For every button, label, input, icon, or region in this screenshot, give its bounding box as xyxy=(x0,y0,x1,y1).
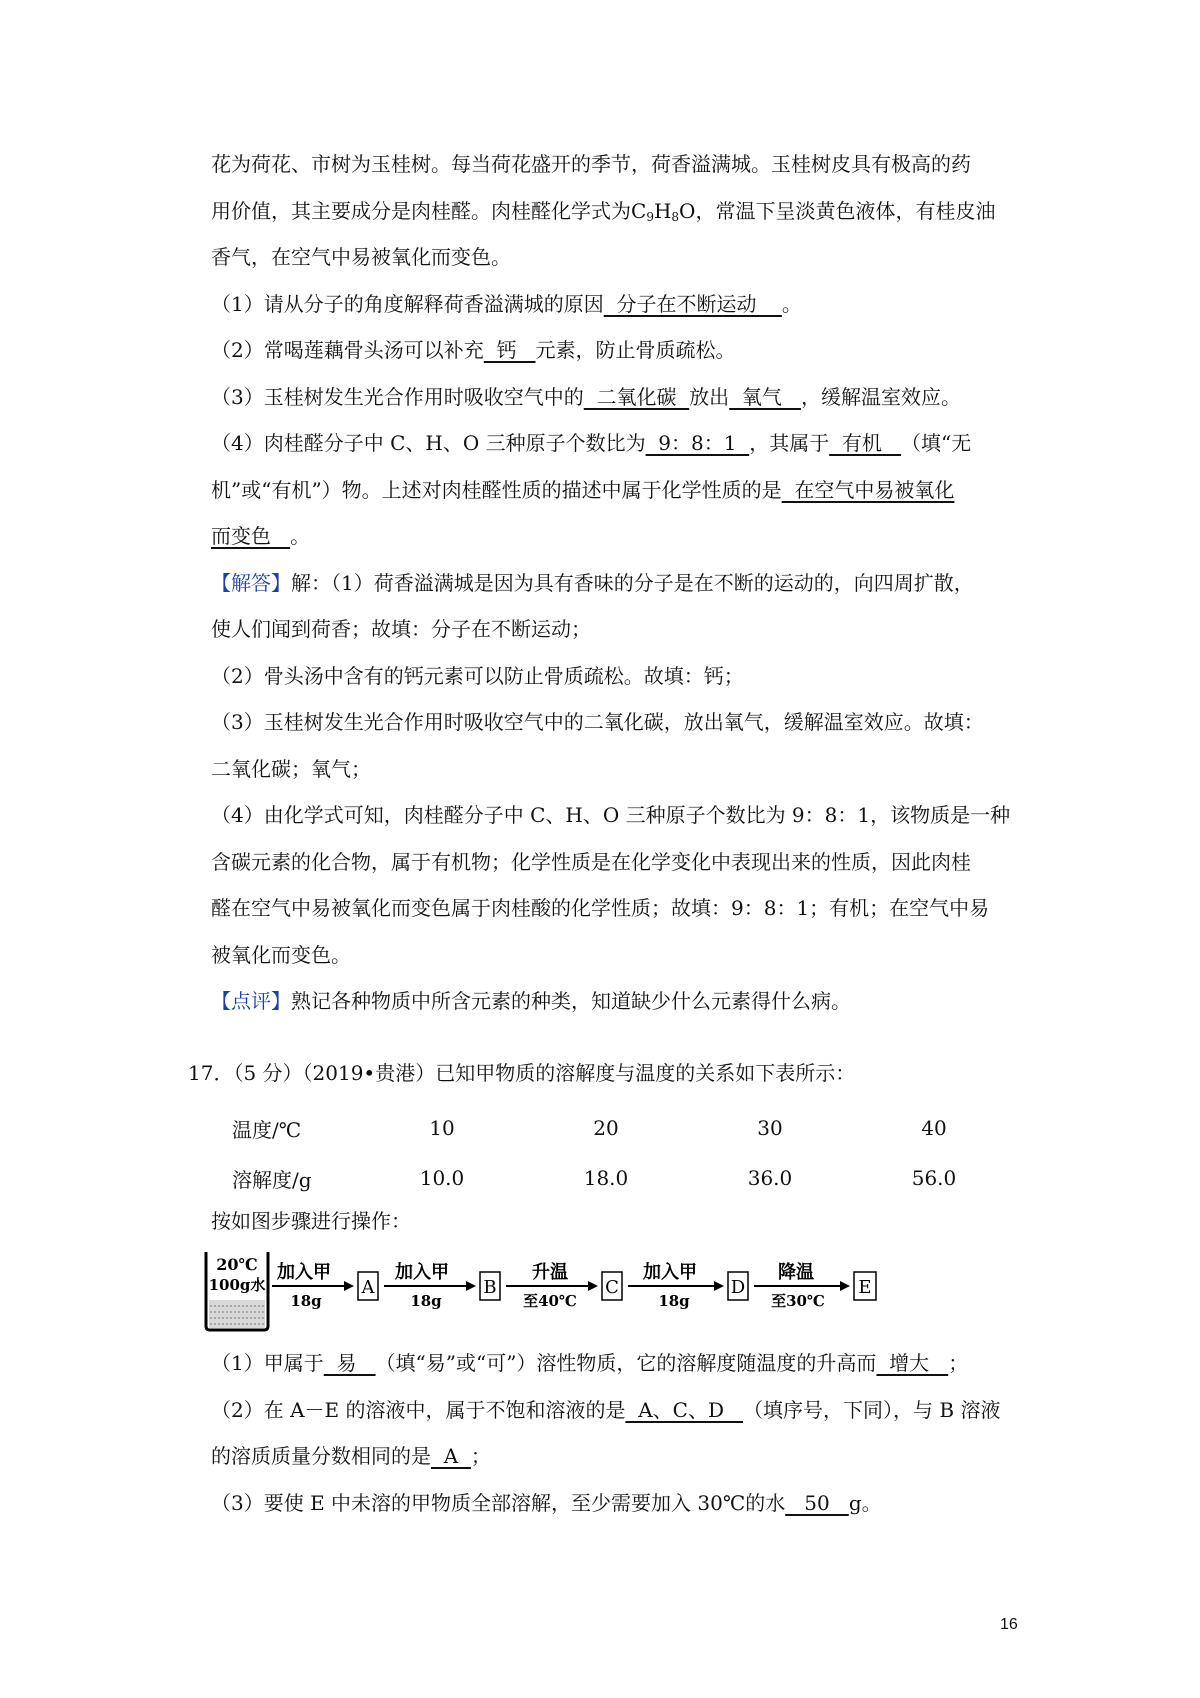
answer-blank: 钙 xyxy=(483,338,536,362)
answer-blank: 在空气中易被氧化 xyxy=(781,477,955,502)
arrow-label-top: 加入甲 xyxy=(395,1262,449,1283)
answer-blank: 增大 xyxy=(876,1351,949,1375)
svg-text:A: A xyxy=(361,1277,375,1298)
table-cell: 40 xyxy=(921,1116,947,1140)
table-cell: 36.0 xyxy=(747,1166,793,1190)
answer-blank: A xyxy=(431,1444,471,1468)
sub-question-4: （4）肉桂醛分子中 C、H、O 三种原子个数比为 9：8：1 ，其属于 有机 （填“无 xyxy=(211,431,972,455)
sub-question-2: （2）常喝莲藕骨头汤可以补充 钙 元素，防止骨质疏松。 xyxy=(211,338,736,362)
table-cell: 10.0 xyxy=(419,1166,465,1190)
question-17-stem: 17．（5 分）（2019•贵港）已知甲物质的溶解度与温度的关系如下表所示： xyxy=(188,1061,856,1085)
intro-line: 香气，在空气中易被氧化而变色。 xyxy=(211,245,511,269)
sub-question-4-cont: 机”或“有机”）物。上述对肉桂醛性质的描述中属于化学性质的是 在空气中易被氧化 xyxy=(211,477,955,502)
state-box-a xyxy=(358,1272,378,1300)
table-cell: 20 xyxy=(593,1116,619,1140)
table-cell: 18.0 xyxy=(583,1166,629,1190)
state-box-b xyxy=(480,1272,500,1300)
sub-question-4-cont: 而变色 。 xyxy=(211,524,311,548)
q17-part-2-cont: 的溶质质量分数相同的是 A ； xyxy=(211,1444,491,1468)
arrow-step-1 xyxy=(272,1261,354,1310)
arrow-label-bottom: 18g xyxy=(658,1292,690,1310)
intro-line: 用价值，其主要成分是肉桂醛。肉桂醛化学式为$C_9H_8O$，常温下呈淡黄色液体，有桂皮油 xyxy=(211,198,996,224)
answer-blank: 二氧化碳 xyxy=(583,384,690,409)
table-row xyxy=(232,1153,1016,1203)
answer-line: 被氧化而变色。 xyxy=(211,942,351,967)
q17-part-1: （1）甲属于 易 （填“易”或“可”）溶性物质，它的溶解度随温度的升高而 增大 ； xyxy=(211,1351,969,1375)
answer-line: （3）玉桂树发生光合作用时吸收空气中的二氧化碳，放出氧气，缓解温室效应。故填： xyxy=(211,710,984,734)
review-line: 【点评】熟记各种物质中所含元素的种类，知道缺少什么元素得什么病。 xyxy=(211,989,851,1013)
answer-blank: 氧气 xyxy=(729,384,801,409)
beaker-label-water: 100g水 xyxy=(208,1276,266,1294)
svg-text:D: D xyxy=(730,1277,746,1298)
state-box-c xyxy=(602,1272,622,1300)
beaker-label-temp: 20℃ xyxy=(216,1255,258,1274)
answer-line: 使人们闻到荷香；故填：分子在不断运动； xyxy=(211,617,591,641)
answer-blank: 9：8：1 xyxy=(645,431,750,455)
arrow-label-bottom: 18g xyxy=(290,1292,322,1310)
state-box-e xyxy=(854,1272,876,1300)
arrow-label-top: 加入甲 xyxy=(277,1262,331,1283)
procedure-flow-diagram xyxy=(204,1250,964,1340)
answer-blank: 有机 xyxy=(829,431,901,455)
answer-tag: 【解答】 xyxy=(211,570,291,595)
arrow-step-3 xyxy=(506,1261,598,1310)
answer-blank: A、C、D xyxy=(625,1397,744,1422)
sub-question-3: （3）玉桂树发生光合作用时吸收空气中的 二氧化碳 放出 氧气 ，缓解温室效应。 xyxy=(211,384,961,409)
q17-part-3: （3）要使 E 中未溶的甲物质全部溶解，至少需要加入 30℃的水 50 g。 xyxy=(211,1490,882,1515)
question-17-parts xyxy=(211,1347,1031,1533)
answer-line: 二氧化碳；氧气； xyxy=(211,756,371,781)
arrow-step-2 xyxy=(384,1261,476,1310)
review-tag: 【点评】 xyxy=(211,989,291,1013)
answer-blank: 而变色 xyxy=(211,524,291,548)
answer-line: （4）由化学式可知，肉桂醛分子中 C、H、O 三种原子个数比为 9：8：1，该物质是一种 xyxy=(211,803,1011,827)
steps-intro-block xyxy=(211,1205,1031,1252)
table-header-cell: 溶解度/g xyxy=(232,1167,312,1192)
arrow-label-bottom: 至30℃ xyxy=(771,1292,825,1310)
svg-text:B: B xyxy=(483,1277,497,1298)
svg-text:E: E xyxy=(858,1277,872,1298)
answer-line: 醛在空气中易被氧化而变色属于肉桂酸的化学性质；故填：9：8：1；有机；在空气中易 xyxy=(211,896,990,920)
arrow-label-top: 加入甲 xyxy=(643,1262,697,1283)
arrow-step-4 xyxy=(628,1261,724,1310)
table-cell: 30 xyxy=(757,1116,783,1140)
table-cell: 56.0 xyxy=(911,1166,957,1190)
svg-text:C: C xyxy=(605,1277,619,1298)
state-box-d xyxy=(728,1272,748,1300)
answer-blank: 分子在不断运动 xyxy=(603,291,782,316)
answer-line: 含碳元素的化合物，属于有机物；化学性质是在化学变化中表现出来的性质，因此肉桂 xyxy=(211,849,971,874)
table-cell: 10 xyxy=(429,1116,455,1140)
answer-blank: 50 xyxy=(785,1490,849,1515)
answer-line: （2）骨头汤中含有的钙元素可以防止骨质疏松。故填：钙； xyxy=(211,663,744,688)
question-16-block xyxy=(211,148,1031,1032)
page-number: 16 xyxy=(1000,1616,1018,1633)
arrow-label-bottom: 18g xyxy=(410,1292,442,1310)
table-row xyxy=(232,1103,1016,1153)
sub-question-1: （1）请从分子的角度解释荷香溢满城的原因 分子在不断运动 。 xyxy=(211,291,802,316)
arrow-step-5 xyxy=(754,1261,850,1310)
table-header-cell: 温度/℃ xyxy=(232,1117,302,1142)
q17-part-2: （2）在 A－E 的溶液中，属于不饱和溶液的是 A、C、D （填序号，下同），与 B 溶液 xyxy=(211,1397,1001,1422)
arrow-label-top: 降温 xyxy=(778,1262,814,1283)
arrow-label-top: 升温 xyxy=(532,1262,568,1283)
arrow-label-bottom: 至40℃ xyxy=(523,1292,577,1310)
answer-line: 【解答】解：（1）荷香溢满城是因为具有香味的分子是在不断的运动的，向四周扩散， xyxy=(211,570,974,595)
solubility-table xyxy=(232,1103,1016,1203)
answer-blank: 易 xyxy=(323,1351,376,1375)
steps-intro: 按如图步骤进行操作： xyxy=(211,1209,411,1233)
beaker-icon xyxy=(206,1252,268,1330)
intro-line: 花为荷花、市树为玉桂树。每当荷花盛开的季节，荷香溢满城。玉桂树皮具有极高的药 xyxy=(211,152,971,176)
